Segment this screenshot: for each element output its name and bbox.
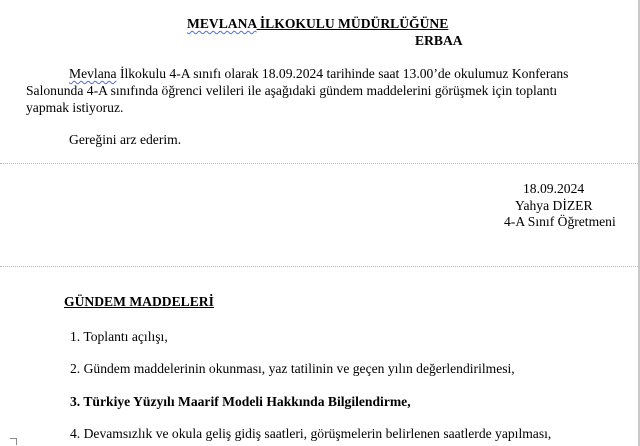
- agenda-item-4: 4. Devamsızlık ve okula geliş gidiş saatleri, görüşmelerin belirlenen saatlerde yapılması,: [70, 426, 552, 441]
- letter-title: [187, 15, 448, 32]
- agenda-item-1: 1. Toplantı açılışı,: [70, 329, 168, 344]
- signature-date: 18.09.2024: [523, 181, 585, 196]
- agenda-item-3: 3. Türkiye Yüzyılı Maarif Modeli Hakkında Bilgilendirme,: [70, 394, 411, 409]
- page-break-marker: [0, 266, 638, 267]
- agenda-item-2: 2. Gündem maddelerinin okunması, yaz tatilinin ve geçen yılın değerlendirilmesi,: [70, 361, 515, 376]
- signature-role: 4-A Sınıf Öğretmeni: [504, 214, 616, 229]
- page-break-marker: [0, 163, 638, 164]
- agenda-heading: GÜNDEM MADDELERİ: [64, 294, 214, 309]
- signature-name: Yahya DİZER: [515, 198, 593, 213]
- letter-city: ERBAA: [415, 33, 463, 48]
- letter-body-line-1-rest: İlkokulu 4-A sınıfı olarak 18.09.2024 tarihinde saat 13.00’de okulumuz Konferans: [116, 66, 569, 81]
- page-corner-mark: [10, 438, 17, 445]
- letter-title-spellcheck-word: MEVLANA: [187, 16, 257, 31]
- letter-body-spellcheck-word: Mevlana: [69, 66, 117, 81]
- letter-title-rest: İLKOKULU MÜDÜRLÜĞÜNE: [256, 16, 449, 31]
- letter-body-line-2: Salonunda 4-A sınıfında öğrenci velileri ile aşağıdaki gündem maddelerini görüşmek için toplantı: [26, 83, 558, 98]
- letter-body-line-1: [69, 65, 568, 82]
- letter-body-line-3: yapmak istiyoruz.: [26, 100, 124, 115]
- letter-closing: Gereğini arz ederim.: [69, 132, 182, 147]
